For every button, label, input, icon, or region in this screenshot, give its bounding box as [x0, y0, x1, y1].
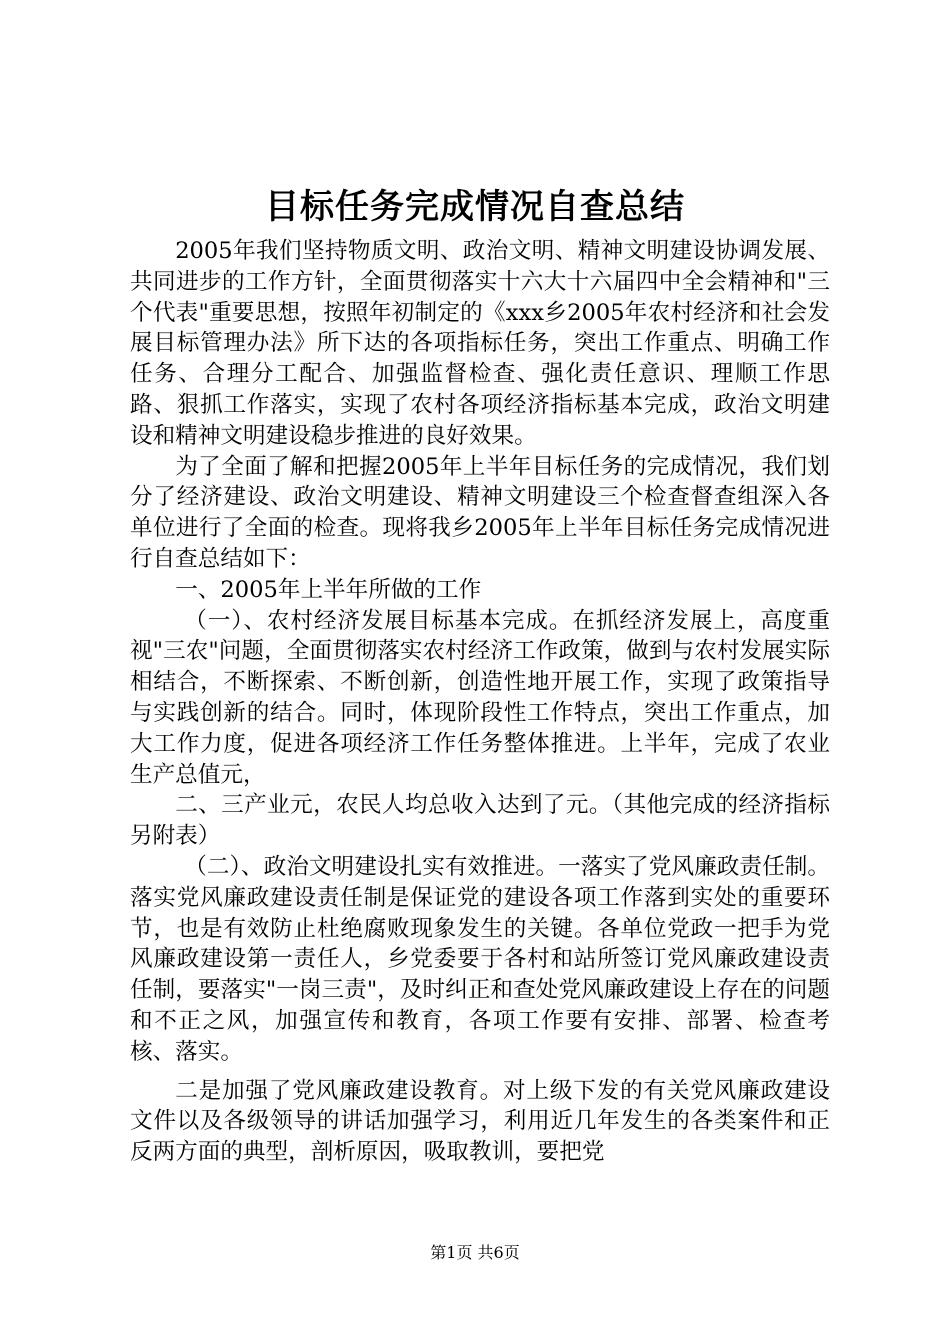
document-body	[130, 236, 830, 1168]
paragraph-politics: （二）、政治文明建设扎实有效推进。一落实了党风廉政责任制。落实党风廉政建设责任制是保证党的建设各项工作落到实处的重要环节，也是有效防止杜绝腐败现象发生的关键。各单位党政一把手为党风廉政建设第一责任人，乡党委要于各村和站所签订党风廉政建设责任制，要落实"一岗三责"，及时纠正和查处党风廉政建设上存在的问题和不正之风，加强宣传和教育，各项工作要有安排、部署、检查考核、落实。	[130, 853, 830, 1065]
section-heading-work: 一、2005年上半年所做的工作	[175, 576, 482, 603]
paragraph-education: 二是加强了党风廉政建设教育。对上级下发的有关党风廉政建设文件以及各级领导的讲话加强学习，利用近几年发生的各类案件和正反两方面的典型，剖析原因，吸取教训，要把党	[130, 1077, 830, 1166]
paragraph-industry: 二、三产业元，农民人均总收入达到了元。（其他完成的经济指标另附表）	[130, 792, 830, 850]
paragraph-inspection: 为了全面了解和把握2005年上半年目标任务的完成情况，我们划分了经济建设、政治文明建设、精神文明建设三个检查督查组深入各单位进行了全面的检查。现将我乡2005年上半年目标任务完成情况进行自查总结如下：	[130, 453, 830, 572]
document-title: 目标任务完成情况自查总结	[265, 187, 685, 227]
page-footer: 第1页 共6页	[430, 1243, 520, 1262]
paragraph-economy: （一）、农村经济发展目标基本完成。在抓经济发展上，高度重视"三农"问题，全面贯彻落实农村经济工作政策，做到与农村发展实际相结合，不断探索、不断创新，创造性地开展工作，实现了政策指导与实践创新的结合。同时，体现阶段性工作特点，突出工作重点，加大工作力度，促进各项经济工作任务整体推进。上半年，完成了农业生产总值元，	[130, 607, 830, 788]
paragraph-intro: 2005年我们坚持物质文明、政治文明、精神文明建设协调发展、共同进步的工作方针，全面贯彻落实十六大十六届四中全会精神和"三个代表"重要思想，按照年初制定的《xxx乡2005年农村经济和社会发展目标管理办法》所下达的各项指标任务，突出工作重点、明确工作任务、合理分工配合、加强监督检查、强化责任意识、理顺工作思路、狠抓工作落实，实现了农村各项经济指标基本完成，政治文明建设和精神文明建设稳步推进的良好效果。	[130, 238, 830, 449]
